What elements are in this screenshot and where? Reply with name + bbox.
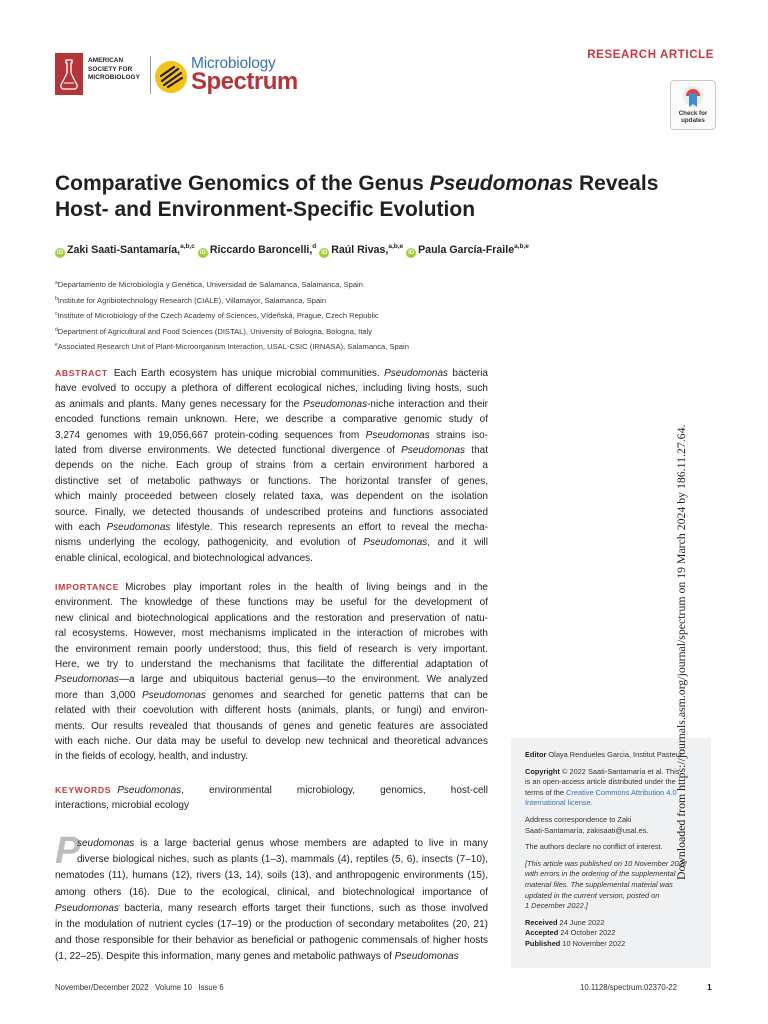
publication-note: 1 December 2022.] — [525, 901, 588, 911]
text-line: with each Pseudomonas lifestyle. This research represents an effort to reveal the mecha- — [55, 521, 488, 533]
check-for-updates-button[interactable] — [670, 80, 716, 130]
license-link[interactable]: International license. — [525, 798, 593, 808]
text-line: seudomonas is a large bacterial genus whose members are adapted to live in many — [77, 838, 488, 849]
keywords-text — [55, 783, 488, 814]
text-line: nisms underlying the ecology, pathogenicity, and evolution of Pseudomonas, and it will — [55, 537, 488, 549]
author[interactable]: iD Riccardo Baroncelli,$^d$ — [199, 243, 317, 256]
article-title: Comparative Genomics of the Genus Pseudomonas Reveals Host- and Environment-Specific Evolution — [55, 172, 659, 221]
crossmark-icon — [682, 85, 704, 109]
doi[interactable]: 10.1128/spectrum.02370-22 — [580, 983, 677, 992]
text-line: (1, 22–25). Despite this information, many genes and metabolic pathways of Pseudomonas — [55, 951, 459, 963]
orcid-icon[interactable]: iD — [57, 250, 63, 256]
body-paragraph — [55, 836, 488, 966]
text-line: KEYWORDS Pseudomonas, environmental microbiology, genomics, host-cell — [55, 785, 488, 796]
conflict-statement: The authors declare no conflict of interest. — [525, 842, 663, 852]
spectrum-emblem-icon — [154, 60, 188, 94]
affiliation: $^c$Institute of Microbiology of the Czech Academy of Sciences, Vídeňská, Prague, Czech Republic — [55, 311, 379, 321]
author[interactable]: iD Paula García-Fraile$^{a,b,e}$ — [408, 243, 529, 256]
copyright-line: is an open-access article distributed under the — [525, 777, 676, 787]
keywords — [55, 783, 488, 814]
author[interactable]: iD Raúl Rivas,$^{a,b,e}$ — [321, 243, 404, 256]
text-line: new clinical and biotechnological applications and the restoration and preservation of natu- — [55, 612, 488, 624]
text-line: in the fields of ecology, health, and industry. — [55, 751, 249, 763]
affiliation: $^d$Department of Agricultural and Food Sciences (DISTAL), University of Bologna, Bologna, Italy — [55, 326, 373, 336]
orcid-icon[interactable]: iD — [199, 250, 206, 256]
author[interactable]: iD Zaki Saati-Santamaría,$^{a,b,c}$ — [57, 243, 195, 256]
page-number: 1 — [707, 982, 712, 992]
correspondence: Address correspondence to Zaki — [525, 814, 632, 824]
text-line: Pseudomonas bacteria, many research efforts target their functions, such as those involved — [55, 902, 488, 914]
received-date: Received 24 June 2022 — [525, 917, 605, 927]
text-line: source. Finally, we detected thousands of undescribed proteins and functions associated — [55, 506, 488, 518]
orcid-icon[interactable]: iD — [321, 250, 328, 256]
journal-name-bottom: Spectrum — [191, 68, 298, 95]
affiliations — [55, 276, 695, 354]
text-line: nematodes (11), humans (12), rivers (13, 14), soils (13), and anthropogenic environments (15), — [55, 870, 488, 882]
text-line: more than 3,000 Pseudomonas genomes and searched for genetic patterns that can be — [55, 689, 488, 701]
importance — [55, 580, 488, 765]
text-line: and those responsible for their behavior as beneficial or pathogenic commensals of higher hosts — [55, 935, 488, 947]
asm-name: AMERICAN SOCIETY FOR MICROBIOLOGY — [88, 57, 140, 82]
affiliation: $^a$Departamento de Microbiología y Genética, Universidad de Salamanca, Salamanca, Spain — [55, 280, 363, 289]
section-label: IMPORTANCE — [55, 582, 120, 592]
publication-note: updated in the current version, posted on — [525, 890, 660, 900]
text-line: IMPORTANCE Microbes play important roles in the health of living beings and in the — [55, 582, 488, 593]
journal-logo[interactable] — [154, 55, 314, 97]
drop-cap: P — [55, 830, 81, 872]
orcid-icon[interactable]: iD — [408, 250, 415, 256]
text-line: depends on the niche. Each group of strains from a certain environment harbored a — [55, 460, 488, 472]
affiliation: $^b$Institute for Agribiotechnology Research (CIALE), Villamayor, Salamanca, Spain — [55, 295, 327, 305]
text-line: have evolved to occupy a plethora of different ecological niches, including living hosts, such — [55, 383, 488, 395]
publication-note: [This article was published on 10 November 2022 — [525, 858, 687, 868]
importance-text — [55, 580, 488, 765]
issue-info: November/December 2022 Volume 10 Issue 6 — [55, 983, 224, 992]
text-line: Pseudomonas—a large and ubiquitous bacterial genus—to the environment. We analyzed — [55, 674, 488, 686]
check-updates-line1: Check for — [678, 110, 708, 117]
accepted-date: Accepted 24 October 2022 — [525, 928, 616, 938]
text-line: as animals and plants. Many genes necessary for the Pseudomonas-niche interaction and their — [55, 398, 488, 410]
asm-flask-icon — [55, 53, 83, 95]
text-line: ABSTRACT Each Earth ecosystem has unique microbial communities. Pseudomonas bacteria — [55, 368, 488, 379]
abstract-text — [55, 366, 488, 566]
text-line: among others (16). Due to the ecological, clinical, and biotechnological importance of — [55, 886, 488, 898]
section-label: ABSTRACT — [55, 368, 108, 378]
check-updates-line2: updates — [681, 117, 705, 124]
section-label: KEYWORDS — [55, 785, 112, 795]
body-text — [55, 836, 488, 966]
text-line: distinctive set of metabolic pathways or functions. The horizontal transfer of genes, — [55, 475, 488, 487]
text-line: encoded functions remain unknown. Here, we describe a comparative genomic study of — [55, 414, 488, 426]
editor-line: Editor Olaya Rendueles Garcia, Institut Pasteur — [525, 750, 683, 759]
text-line: Here, we try to understand the mechanisms that facilitate the differential adaptation of — [55, 658, 488, 670]
download-stamp: Downloaded from https://journals.asm.org/journal/spectrum on 19 March 2024 by 186.11.27.64. — [674, 424, 688, 880]
text-line: lated from diverse environments. We detected functional divergence of Pseudomonas that — [55, 444, 488, 456]
affiliation: $^e$Associated Research Unit of Plant-Microorganism Interaction, USAL-CSIC (IRNASA), Salamanca, Spain — [55, 342, 409, 352]
text-line: environment. The knowledge of these functions may be useful for the development of — [55, 597, 488, 609]
logo-divider — [150, 56, 151, 94]
publication-note: material files. The supplemental material was — [525, 879, 673, 889]
text-line: ments. Our results revealed that thousands of genes and genetic features are associated — [55, 720, 488, 732]
journal-name-top: Microbiology — [191, 55, 276, 72]
copyright-line: terms of the Creative Commons Attribution 4.0 — [525, 787, 677, 797]
asm-logo[interactable] — [55, 53, 147, 95]
article-type-label: RESEARCH ARTICLE — [587, 49, 714, 61]
text-line: the environment remain poorly understood; thus, this field of research is very important. — [55, 643, 488, 655]
author-list — [55, 243, 715, 258]
text-line: ral ecosystems. However, most mechanisms implicated in the interaction of microbes with — [55, 628, 488, 640]
text-line: in the modulation of nutrient cycles (17–19) or the production of secondary metabolites (20, 21) — [55, 918, 488, 930]
copyright-line: Copyright © 2022 Saati-Santamaría et al. This — [525, 766, 680, 776]
text-line: enable clinical, ecological, and biotechnological advances. — [55, 552, 313, 564]
published-date: Published 10 November 2022 — [525, 938, 626, 948]
text-line: which mainly proceeded between closely related taxa, was dependent on the isolation — [55, 491, 488, 503]
correspondence[interactable]: Saati-Santamaría, zakisaati@usal.es. — [525, 825, 649, 835]
text-line: 3,274 genomes with 19,056,667 protein-coding sequences from Pseudomonas strains iso- — [55, 429, 489, 441]
text-line: with each niche. Our data may be useful to develop new technical and theoretical advances — [55, 735, 488, 747]
publication-note: with errors in the ordering of the supplemental — [525, 869, 676, 879]
abstract — [55, 366, 488, 566]
text-line: related with their coevolution with different hosts (animals, plants, or fungi) and environ- — [55, 705, 488, 717]
text-line: interactions, microbial ecology — [55, 800, 189, 812]
text-line: diverse biological niches, such as plants (1–3), mammals (4), reptiles (5, 6), insects (7–10), — [77, 854, 488, 866]
license-link[interactable]: Creative Commons Attribution 4.0 — [566, 787, 677, 797]
